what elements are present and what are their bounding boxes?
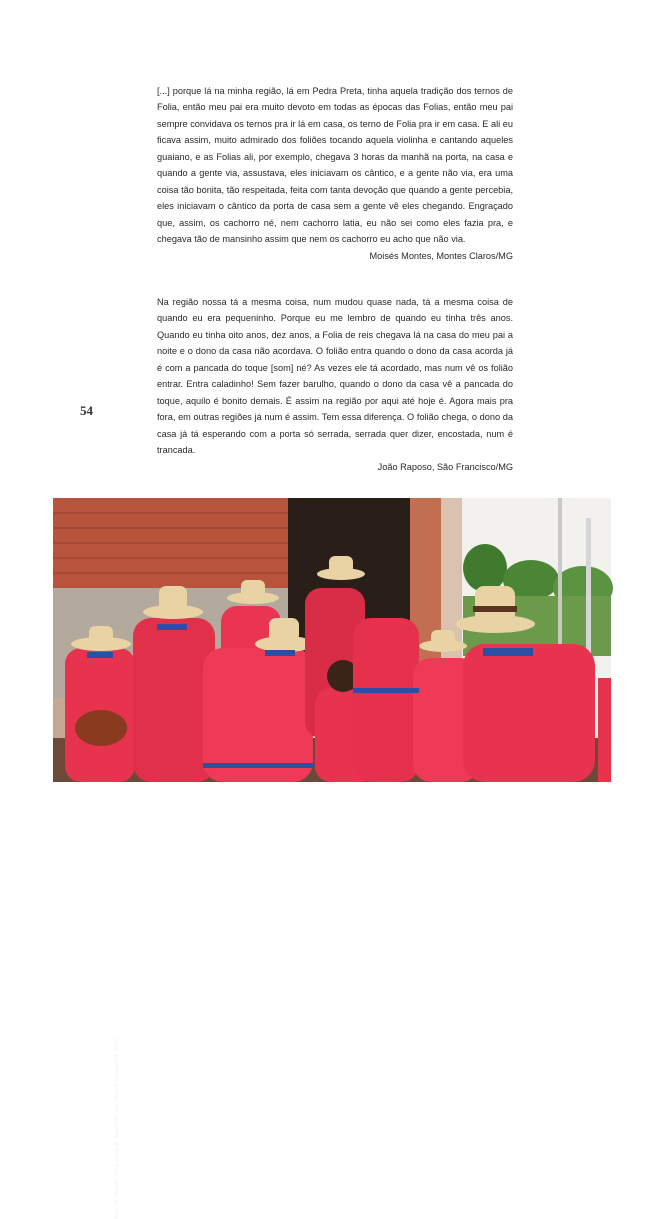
quote-text: [...] porque lá na minha região, lá em Pedra Preta, tinha aquela tradição dos ternos de Folia, então meu pai era muito devoto em todas as épocas das Folias, então meu pai sempre convidava os ternos pra ir lá em casa, os terno de Folia pra ir em casa. E ali eu ficava assim, muito admirado dos foliões tocando aquela violinha e cantando aqueles guaiano, e as Folias ali, por exemplo, chegava 3 horas da manhã na porta, na casa e quando a gente via, assustava, eles iniciavam os cântico, e a gente não via, era uma coisa tão bonita, tão respeitada, feita com tanta devoção que quando a gente percebia, eles iniciavam o cântico da porta de casa sem a gente vê eles chegando. Engraçado que, assim, os cachorro né, nem cachorro latia, eu não sei como eles fazia pra, e chegava tão de mansinho assim que nem os cachorro eu acho que não via. [157, 86, 513, 245]
page-number: 54 [80, 403, 93, 418]
folia-photo [53, 498, 611, 1219]
testimonial-quote [157, 294, 513, 474]
quote-attribution: João Raposo, São Francisco/MG [377, 461, 513, 472]
quote-text: Na região nossa tá a mesma coisa, num mudou quase nada, tá a mesma coisa de quando eu era pequeninho. Porque eu me lembro de quando eu tinha três anos. Quando eu tinha oito anos, dez anos, a Folia de reis chegava lá na casa do meu pai a noite e o dono da casa não acordava. O folião entra quando o dono da casa acorda já é com a pancada do toque [som] né? As vezes ele tá acordado, mas num vê os folião entrar. Entra caladinho! Sem fazer barulho, quando o dono da casa vê a pancada do toque, aquilo é bonito demais. É assim na região por aqui até hoje é. Agora mais pra fora, em outras regiões já num é assim. Tem essa diferença. O folião chega, o dono da casa já tá esperando com a porta só serrada, serrada quer dizer, encostada, num é trancada. [157, 297, 513, 456]
quote-attribution: Moisés Montes, Montes Claros/MG [369, 250, 513, 261]
testimonial-quote [157, 83, 513, 263]
photo-credit: Foto de Rafaela Lima, parte de Ademiltes dos Santos Sanguinetti (MG) [114, 1038, 120, 1219]
